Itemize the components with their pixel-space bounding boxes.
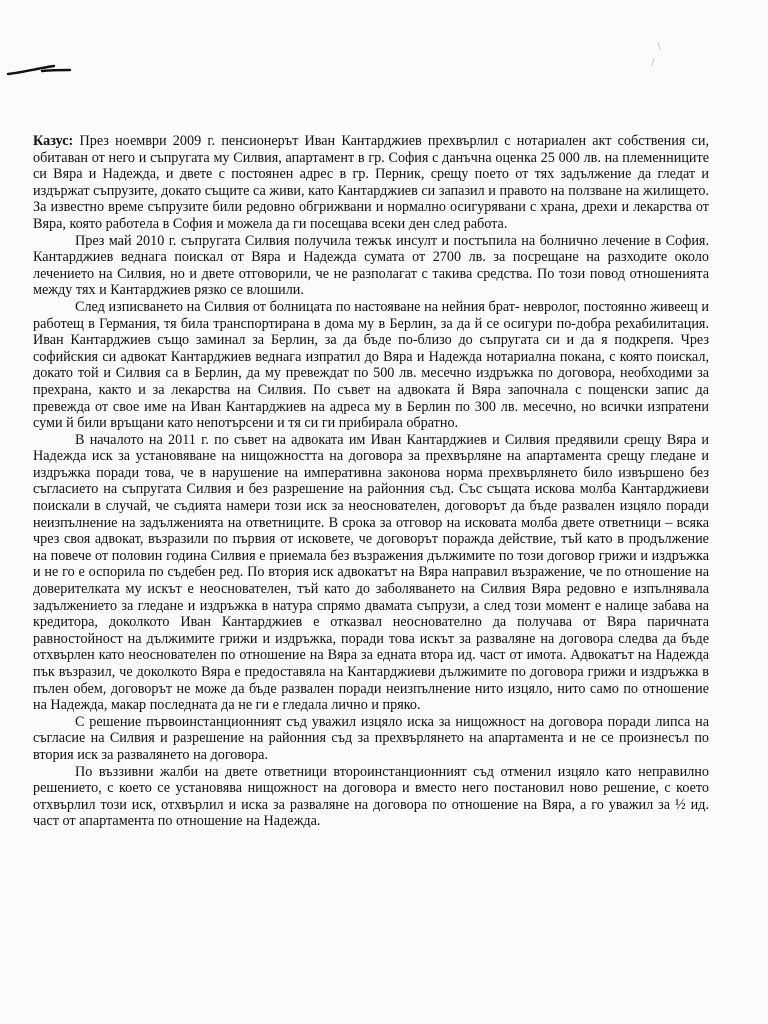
paragraph-3: След изписването на Силвия от болницата по настояване на нейния брат- невролог, постоянно живеещ и работещ в Германия, тя била транспортирана в дома му в Берлин, за да й се осигури по-добра рехабилитация. Иван Кантарджиев също заминал за Берлин, за да бъде по-близо до съпругата си и да я подкрепя. Чрез софийския си адвокат Кантарджиев веднага изпратил до Вяра и Надежда нотариална покана, с която поискал, докато той и Силвия са в Берлин, да му превеждат по 500 лв. месечно издръжка по договора, необходими за прехрана, както и за лекарства на Силвия. По съвет на адвоката й Вяра започнала с пощенски запис да превежда от свое име на Иван Кантарджиев на адреса му в Берлин по 300 лв. месечно, но всички изпратени суми й били връщани като непотърсени и тя си ги прибирала обратно. (33, 298, 709, 432)
paragraph-2: През май 2010 г. съпругата Силвия получила тежък инсулт и постъпила на болнично лечение в София. Кантарджиев веднага поискал от Вяра и Надежда сумата от 2700 лв. за посрещане на разходите около лечението на Силвия, но и двете отговорили, че не разполагат с такива средства. По този повод отношенията между тях и Кантарджиев рязко се влошили. (33, 232, 709, 299)
paragraph-6: По въззивни жалби на двете ответници второинстанционният съд отменил изцяло като неправилно решението, с което се установява нищожност на договора и вместо него постановил ново решение, с което отхвърлил този иск, отхвърлил и иска за разваляне на договора по отношение на Вяра, а го уважил за ½ ид. част от апартамента по отношение на Надежда. (33, 763, 709, 830)
paragraph-1-text: През ноември 2009 г. пенсионерът Иван Кантарджиев прехвърлил с нотариален акт собствения си, обитаван от него и съпругата му Силвия, апартамент в гр. София с данъчна оценка 25 000 лв. на племенниците си Вяра и Надежда, и двете с постоянен адрес в гр. Перник, срещу поето от тях задължение да гледат и издържат съпрузите, докато същите са живи, като Кантарджиев си запазил и правото на ползване на жилището. За известно време съпрузите били редовно обгрижвани и нормално осигурявани с храна, дрехи и лекарства от Вяра, която работела в София и можела да ги посещава всеки ден след работа. (33, 133, 709, 232)
paragraph-4: В началото на 2011 г. по съвет на адвоката им Иван Кантарджиев и Силвия предявили срещу Вяра и Надежда иск за установяване на нищожността на договора за прехвърляне на апартамента срещу гледане и издръжка поради това, че в нарушение на императивна законова норма прехвърлянето било извършено без съгласието на съпругата Силвия и без разрешение на районния съд. Със същата искова молба Кантарджиеви поискали в случай, че съдията намери този иск за неоснователен, договорът да бъде развален изцяло поради неизпълнение на задълженията на ответниците. В срока за отговор на исковата молба двете ответници – всяка чрез своя адвокат, възразили по първия от исковете, че договорът поражда действие, тъй като в продължение на повече от половин година Силвия е приемала без възражения дължимите по този договор грижи и издръжка и не го е оспорила по съдебен ред. По втория иск адвокатът на Вяра направил възражение, че по отношение на доверителката му искът е неоснователен, тъй като до заболяването на Силвия Вяра редовно е изпълнявала задължението за гледане и издръжка в натура спрямо двамата съпрузи, а след този момент е налице забава на кредитора, доколкото Иван Кантарджиев е отказвал неоснователно да получава от Вяра паричната равностойност на дължимите грижи и издръжка, поради това искът за разваляне на договора следва да бъде отхвърлен като неоснователен по отношение на Вяра за едната втора ид. част от имота. Адвокатът на Надежда пък възразил, че доколкото Вяра е предоставяла на Кантарджиеви дължимите по договора грижи и издръжка в пълен обем, договорът не може да бъде развален поради неизпълнение нито изцяло, нито само по отношение на Надежда, макар последната да не ги е гледала лично и пряко. (33, 431, 709, 714)
faint-pencil-tick-icon (648, 40, 664, 68)
paragraph-1 (33, 133, 709, 233)
case-label: Казус: (33, 133, 74, 149)
paragraph-5: С решение първоинстанционният съд уважил изцяло иска за нищожност на договора поради липса на съгласие на Силвия и разрешение на районния съд за прехвърлянето на апартамента и не се произнесъл по втория иск за развалянето на договора. (33, 713, 709, 763)
handwritten-stroke-icon (6, 63, 72, 77)
case-text (33, 133, 709, 830)
